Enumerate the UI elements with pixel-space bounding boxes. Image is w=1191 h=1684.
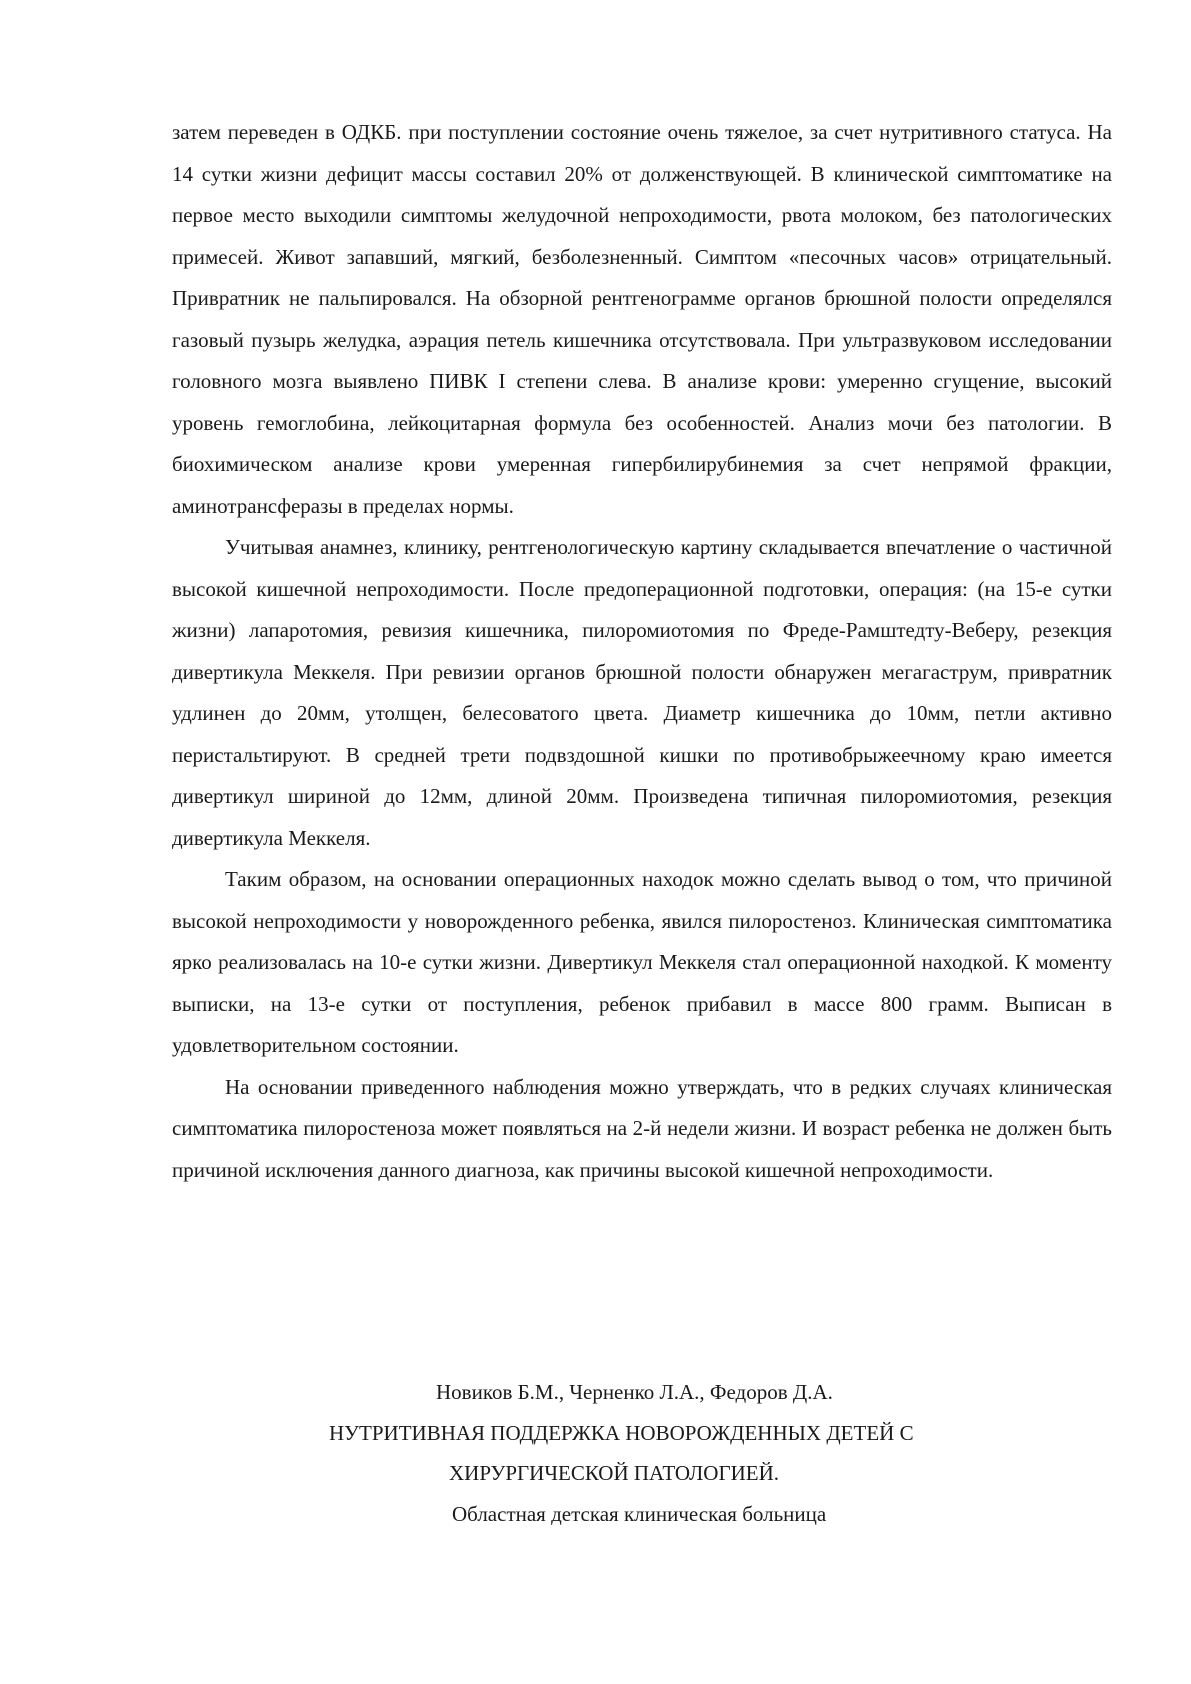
paragraph-operation: Учитывая анамнез, клинику, рентгенологическую картину складывается впечатление о частичной высокой кишечной непроходимости. После предоперационной подготовки, операция: (на 15-е сутки жизни) лапаротомия, ревизия кишечника, пилоромиотомия по Фреде-Рамштедту-Веберу, резекция дивертикула Меккеля. При ревизии органов брюшной полости обнаружен мегагаструм, привратник удлинен до 20мм, утолщен, белесоватого цвета. Диаметр кишечника до 10мм, петли активно перистальтируют. В средней трети подвздошной кишки по противобрыжеечному краю имеется дивертикул шириной до 12мм, длиной 20мм. Произведена типичная пилоромиотомия, резекция дивертикула Меккеля. [172,535,1112,850]
next-article-title-line-1: НУТРИТИВНАЯ ПОДДЕРЖКА НОВОРОЖДЕННЫХ ДЕТЕЙ С [329,1421,914,1445]
next-article-institution: Областная детская клиническая больница [452,1502,827,1526]
article-body [172,112,1112,1191]
next-article-authors: Новиков Б.М., Черненко Л.А., Федоров Д.А. [436,1380,833,1404]
paragraph-conclusion: Таким образом, на основании операционных находок можно сделать вывод о том, что причиной высокой непроходимости у новорожденного ребенка, явился пилоростеноз. Клиническая симптоматика ярко реализовалась на 10-е сутки жизни. Дивертикул Меккеля стал операционной находкой. К моменту выписки, на 13-е сутки от поступления, ребенок прибавил в массе 800 грамм. Выписан в удовлетворительном состоянии. [172,867,1112,1057]
next-article-title-line-2: ХИРУРГИЧЕСКОЙ ПАТОЛОГИЕЙ. [449,1461,780,1485]
paragraph-summary: На основании приведенного наблюдения можно утверждать, что в редких случаях клиническая симптоматика пилоростеноза может появляться на 2-й недели жизни. И возраст ребенка не должен быть причиной исключения данного диагноза, как причины высокой кишечной непроходимости. [172,1074,1112,1182]
paragraph-continuation: затем переведен в ОДКБ. при поступлении состояние очень тяжелое, за счет нутритивного статуса. На 14 сутки жизни дефицит массы составил 20% от долженствующей. В клинической симптоматике на первое место выходили симптомы желудочной непроходимости, рвота молоком, без патологических примесей. Живот запавший, мягкий, безболезненный. Симптом «песочных часов» отрицательный. Привратник не пальпировался. На обзорной рентгенограмме органов брюшной полости определялся газовый пузырь желудка, аэрация петель кишечника отсутствовала. При ультразвуковом исследовании головного мозга выявлено ПИВК I степени слева. В анализе крови: умеренно сгущение, высокий уровень гемоглобина, лейкоцитарная формула без особенностей. Анализ мочи без патологии. В биохимическом анализе крови умеренная гипербилирубинемия за счет непрямой фракции, аминотрансферазы в пределах нормы. [172,120,1112,518]
